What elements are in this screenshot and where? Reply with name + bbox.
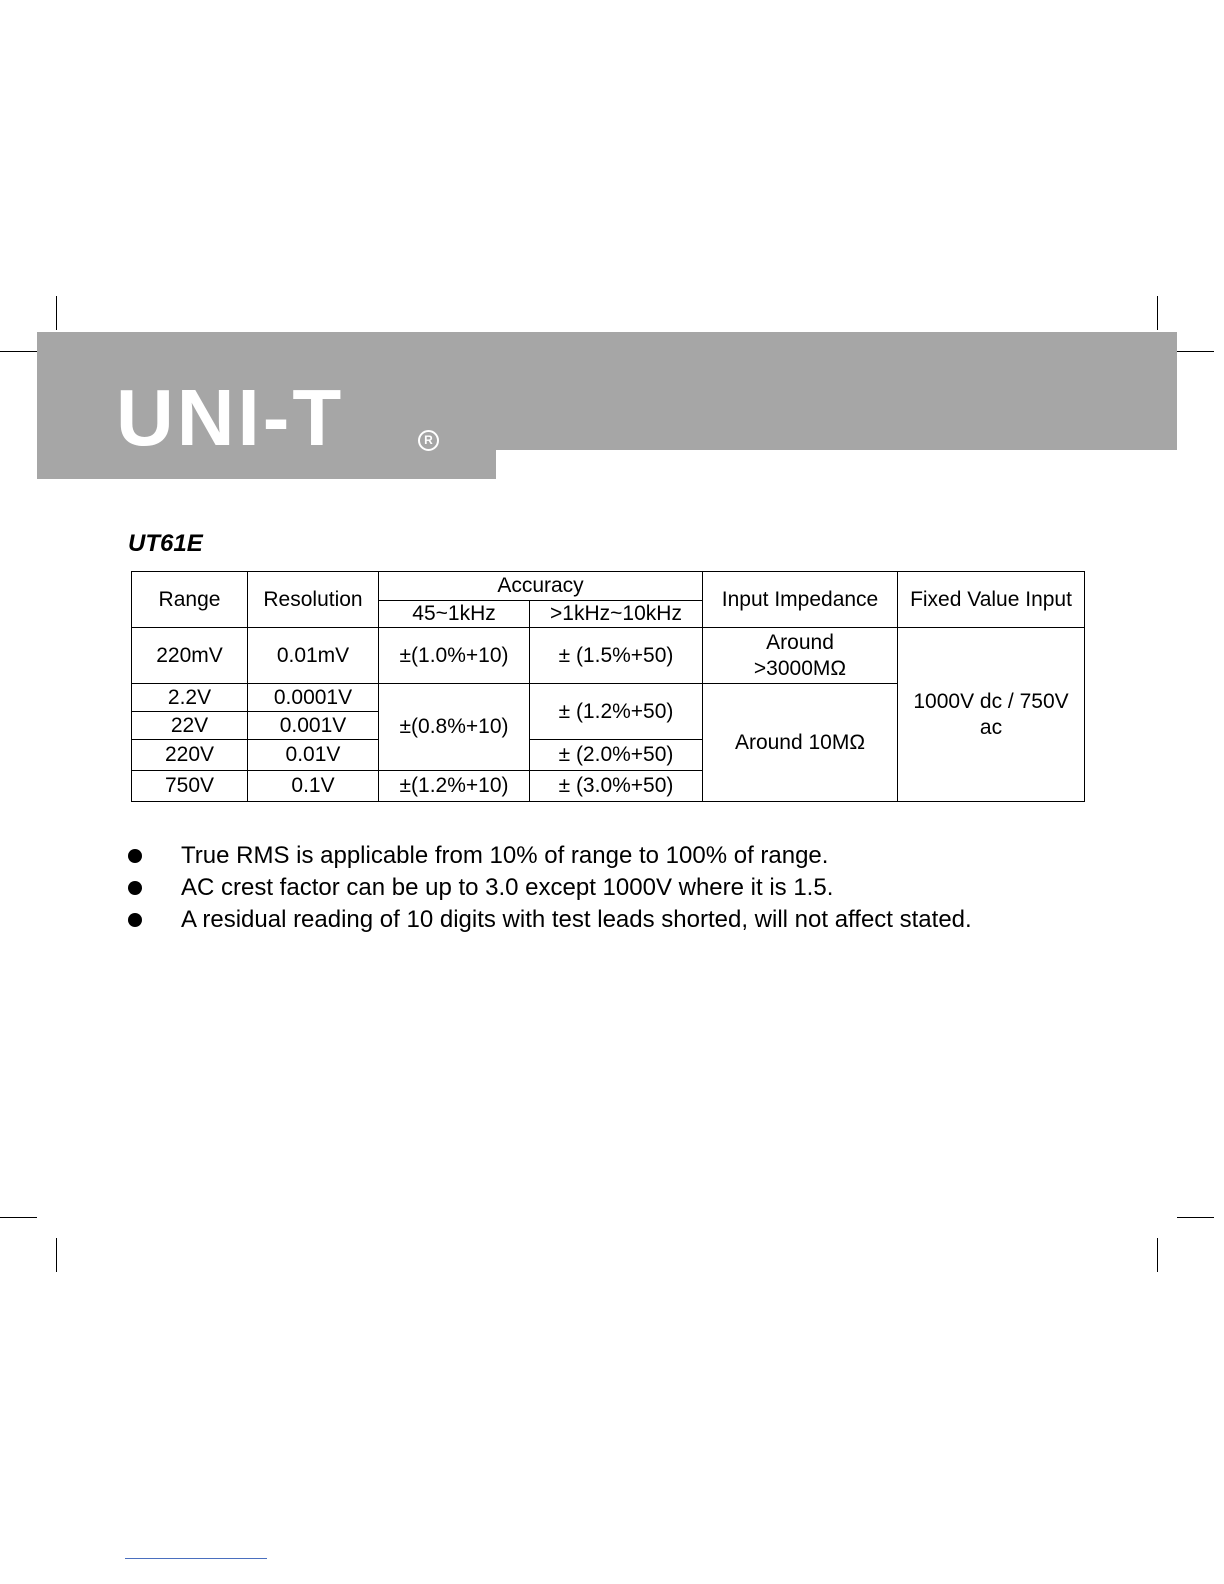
crop-mark bbox=[0, 1217, 37, 1218]
cell-range: 220V bbox=[132, 740, 248, 771]
crop-mark bbox=[56, 1238, 57, 1272]
brand-logo: UNI-T bbox=[116, 373, 345, 462]
crop-mark bbox=[1157, 296, 1158, 330]
cell-accuracy-low: ±(1.2%+10) bbox=[379, 771, 530, 802]
cell-range: 220mV bbox=[132, 628, 248, 684]
cell-resolution: 0.01V bbox=[248, 740, 379, 771]
note-text: True RMS is applicable from 10% of range to 100% of range. bbox=[181, 842, 829, 869]
list-item bbox=[128, 904, 972, 936]
registered-mark-icon: R bbox=[418, 430, 439, 451]
cell-range: 22V bbox=[132, 712, 248, 740]
header-freq-high: >1kHz~10kHz bbox=[530, 601, 703, 628]
cell-accuracy-high: ± (1.5%+50) bbox=[530, 628, 703, 684]
cell-fixed-value: 1000V dc / 750V ac bbox=[898, 628, 1085, 802]
cell-impedance: Around 10MΩ bbox=[703, 684, 898, 802]
list-item bbox=[128, 840, 972, 872]
cell-accuracy-low: ±(0.8%+10) bbox=[379, 684, 530, 771]
cell-range: 750V bbox=[132, 771, 248, 802]
crop-mark bbox=[56, 296, 57, 330]
bullet-icon bbox=[128, 913, 142, 927]
crop-mark bbox=[1177, 351, 1214, 352]
header-resolution: Resolution bbox=[248, 572, 379, 628]
spec-table bbox=[131, 571, 1085, 802]
cell-accuracy-high: ± (1.2%+50) bbox=[530, 684, 703, 740]
note-text: AC crest factor can be up to 3.0 except 1000V where it is 1.5. bbox=[181, 874, 834, 901]
cell-resolution: 0.1V bbox=[248, 771, 379, 802]
bullet-icon bbox=[128, 881, 142, 895]
footer-rule bbox=[125, 1558, 267, 1559]
cell-accuracy-high: ± (2.0%+50) bbox=[530, 740, 703, 771]
cell-resolution: 0.001V bbox=[248, 712, 379, 740]
header-impedance: Input Impedance bbox=[703, 572, 898, 628]
table-header-row bbox=[132, 572, 1085, 601]
crop-mark bbox=[0, 351, 37, 352]
list-item bbox=[128, 872, 972, 904]
table-row bbox=[132, 628, 1085, 684]
crop-mark bbox=[1157, 1238, 1158, 1272]
model-title: UT61E bbox=[128, 530, 203, 557]
header-range: Range bbox=[132, 572, 248, 628]
bullet-icon bbox=[128, 849, 142, 863]
header-freq-low: 45~1kHz bbox=[379, 601, 530, 628]
cell-impedance: Around >3000MΩ bbox=[703, 628, 898, 684]
header-accuracy: Accuracy bbox=[379, 572, 703, 601]
cell-accuracy-low: ±(1.0%+10) bbox=[379, 628, 530, 684]
header-fixed-value: Fixed Value Input bbox=[898, 572, 1085, 628]
cell-accuracy-high: ± (3.0%+50) bbox=[530, 771, 703, 802]
note-text: A residual reading of 10 digits with test leads shorted, will not affect stated. bbox=[181, 906, 972, 933]
cell-resolution: 0.01mV bbox=[248, 628, 379, 684]
crop-mark bbox=[1177, 1217, 1214, 1218]
cell-range: 2.2V bbox=[132, 684, 248, 712]
notes-list bbox=[128, 840, 972, 936]
cell-resolution: 0.0001V bbox=[248, 684, 379, 712]
